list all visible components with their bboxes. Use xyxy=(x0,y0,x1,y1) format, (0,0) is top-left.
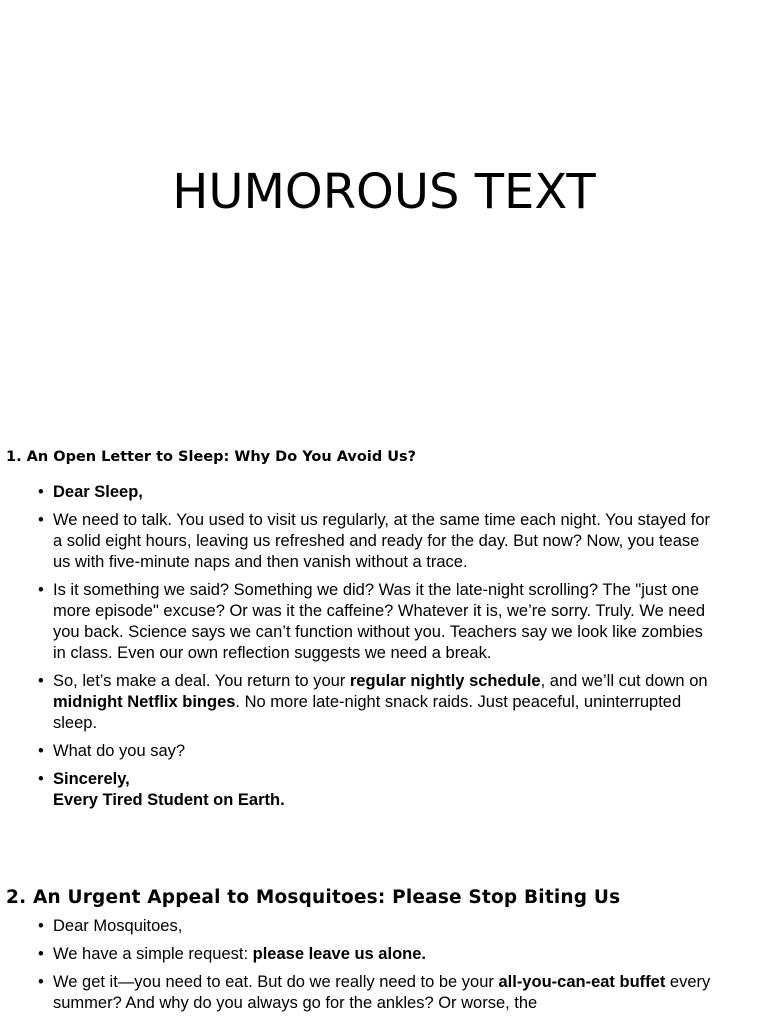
paragraph-text: , and we’ll cut down on xyxy=(540,672,708,690)
paragraph-text: Is it something we said? Something we did? Was it the late-night scrolling? The "just one more episode" excuse? Or was it the caffeine? Whatever it is, we’re sorry. Truly. We need you back. Science says we can’t function without you. Teachers say we look like zombies in class. Even our own reflection suggests we need a break. xyxy=(53,581,706,662)
list-item xyxy=(0,482,768,503)
paragraph-text: every summer? And why do you always go for the ankles? Or worse, the xyxy=(53,973,711,1012)
list-item xyxy=(0,972,768,1014)
emphasis-text: all-you-can-eat buffet xyxy=(498,973,666,991)
section-heading: 1. An Open Letter to Sleep: Why Do You Avoid Us? xyxy=(6,449,417,465)
page-title: HUMOROUS TEXT xyxy=(172,164,596,220)
list-item xyxy=(0,769,768,811)
list-item xyxy=(0,944,768,965)
list-item xyxy=(0,510,768,573)
section-open-letter-to-sleep xyxy=(0,446,768,818)
paragraph-text: We get it—you need to eat. But do we really need to be your xyxy=(53,973,499,991)
section-appeal-to-mosquitoes xyxy=(0,884,768,1021)
signature-line: Every Tired Student on Earth. xyxy=(53,791,285,809)
salutation: Dear Mosquitoes, xyxy=(53,917,183,935)
list-item xyxy=(0,916,768,937)
list-item xyxy=(0,671,768,734)
emphasis-text: please leave us alone. xyxy=(252,945,426,963)
appeal-list xyxy=(0,916,768,1014)
paragraph-text: What do you say? xyxy=(53,742,186,760)
paragraph-text: . No more late-night snack raids. Just peaceful, uninterrupted sleep. xyxy=(53,693,682,732)
paragraph-text: We need to talk. You used to visit us regularly, at the same time each night. You stayed for a solid eight hours, leaving us refreshed and ready for the day. But now? Now, you tease us with five-minute naps and then vanish without a trace. xyxy=(53,511,711,571)
section-heading: 2. An Urgent Appeal to Mosquitoes: Please Stop Biting Us xyxy=(6,887,621,908)
salutation: Dear Sleep, xyxy=(53,483,143,501)
emphasis-text: midnight Netflix binges xyxy=(53,693,236,711)
letter-list xyxy=(0,482,768,811)
emphasis-text: regular nightly schedule xyxy=(349,672,541,690)
signoff-line: Sincerely, xyxy=(53,770,130,788)
list-item xyxy=(0,580,768,664)
paragraph-text: So, let’s make a deal. You return to your xyxy=(53,672,350,690)
list-item xyxy=(0,741,768,762)
paragraph-text: We have a simple request: xyxy=(53,945,253,963)
